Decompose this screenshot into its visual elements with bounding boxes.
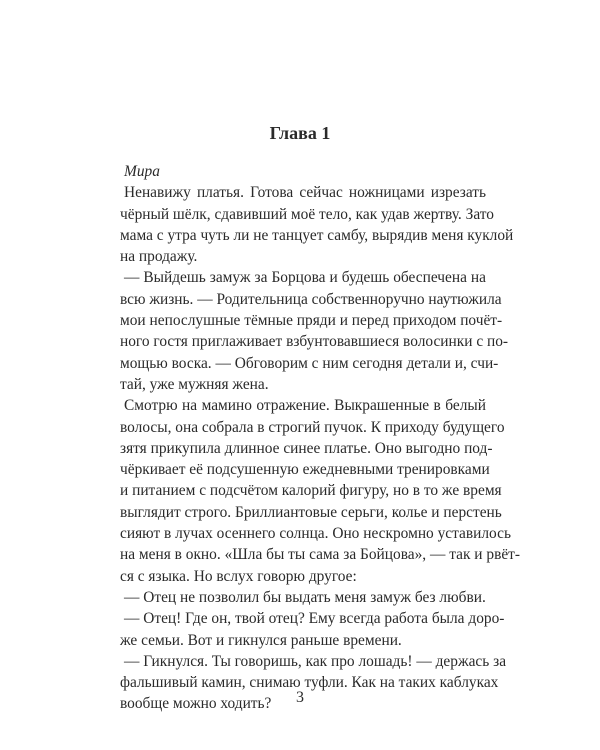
text-line: мои непослушные тёмные пряди и перед приходом почёт- — [120, 312, 503, 330]
text-line: выглядит строго. Бриллиантовые серьги, колье и перстень — [120, 503, 502, 521]
text-line: мама с утра чуть ли не танцует самбу, вырядив меня куклой — [120, 226, 514, 244]
text-line: на продажу. — [120, 248, 198, 266]
text-line: чёркивает её подсушенную ежедневными тренировками — [120, 461, 490, 479]
text-line: — Отец! Где он, твой отец? Ему всегда работа была доро- — [124, 610, 505, 628]
text-line: зятя прикупила длинное синее платье. Оно выгодно под- — [120, 439, 493, 457]
text-line: — Гикнулся. Ты говоришь, как про лошадь! — держась за — [124, 652, 507, 670]
text-line: ного гостя приглаживает взбунтовавшиеся волосинки с по- — [120, 333, 509, 351]
text-line: же семьи. Вот и гикнулся раньше времени. — [120, 631, 402, 649]
narrator-name: Мира — [124, 163, 160, 180]
text-line: Ненавижу платья. Готова сейчас ножницами изрезать — [124, 184, 486, 202]
text-line: тай, уже мужняя жена. — [120, 375, 269, 393]
text-line: вообще можно ходить? — [120, 695, 272, 713]
text-line: чёрный шёлк, сдавивший моё тело, как удав жертву. Зато — [120, 205, 494, 223]
text-line: на меня в окно. «Шла бы ты сама за Бойцова», — так и рвёт- — [120, 546, 521, 564]
text-line: — Выйдешь замуж за Борцова и будешь обеспечена на — [124, 269, 486, 287]
text-line: фальшивый камин, снимаю туфли. Как на таких каблуках — [120, 674, 499, 692]
page-number: 3 — [296, 689, 304, 706]
text-line: сияют в лучах осеннего солнца. Оно нескромно уставилось — [120, 525, 511, 543]
chapter-body — [120, 161, 521, 715]
text-line: Смотрю на мамино отражение. Выкрашенные в белый — [124, 397, 486, 415]
text-line: всю жизнь. — Родительница собственноручно наутюжила — [120, 290, 502, 308]
text-line: — Отец не позволил бы выдать меня замуж без любви. — [124, 588, 486, 606]
text-line: мощью воска. — Обговорим с ним сегодня детали и, счи- — [120, 354, 499, 372]
text-line: ся с языка. Но вслух говорю другое: — [120, 567, 357, 585]
chapter-title: Глава 1 — [269, 123, 331, 143]
text-line: и питанием с подсчётом калорий фигуру, но в то же время — [120, 482, 502, 500]
text-line: волосы, она собрала в строгий пучок. К приходу будущего — [120, 418, 505, 436]
